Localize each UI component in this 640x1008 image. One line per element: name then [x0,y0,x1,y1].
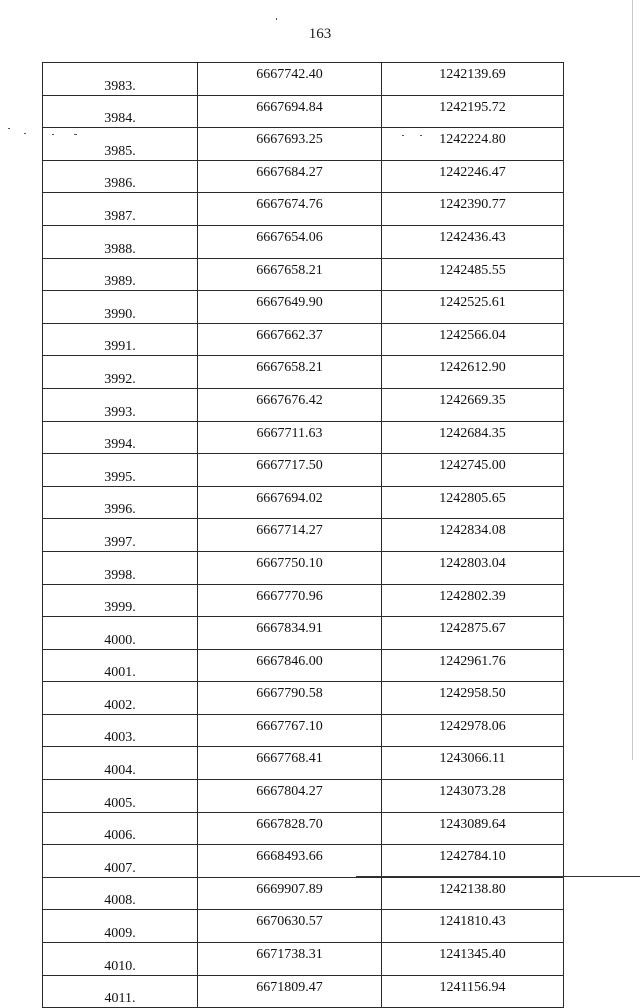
y-coordinate-cell: 1243089.64 [382,812,564,845]
x-coordinate-cell: 6667717.50 [198,454,382,487]
table-row [43,63,564,96]
table-row [43,128,564,161]
point-number-cell: 4006. [43,812,198,845]
y-coordinate-cell: 1242958.50 [382,682,564,715]
point-number-cell: 4007. [43,845,198,878]
table-row [43,682,564,715]
table-row [43,617,564,650]
y-coordinate-cell: 1242138.80 [382,877,564,910]
y-coordinate-cell: 1242961.76 [382,649,564,682]
scan-speck [420,135,422,136]
y-coordinate-cell: 1241345.40 [382,943,564,976]
table-row [43,910,564,943]
x-coordinate-cell: 6667714.27 [198,519,382,552]
x-coordinate-cell: 6671738.31 [198,943,382,976]
y-coordinate-cell: 1243066.11 [382,747,564,780]
x-coordinate-cell: 6667804.27 [198,780,382,813]
x-coordinate-cell: 6667770.96 [198,584,382,617]
point-number-cell: 4008. [43,877,198,910]
coordinates-table [42,62,564,1008]
x-coordinate-cell: 6667767.10 [198,714,382,747]
y-coordinate-cell: 1242684.35 [382,421,564,454]
x-coordinate-cell: 6667654.06 [198,225,382,258]
table-row [43,421,564,454]
table-row [43,584,564,617]
y-coordinate-cell: 1242566.04 [382,323,564,356]
x-coordinate-cell: 6667694.02 [198,486,382,519]
scan-speck [402,135,404,136]
point-number-cell: 4011. [43,975,198,1008]
point-number-cell: 3984. [43,95,198,128]
point-number-cell: 3996. [43,486,198,519]
y-coordinate-cell: 1242485.55 [382,258,564,291]
x-coordinate-cell: 6671809.47 [198,975,382,1008]
table-row [43,943,564,976]
table-row [43,877,564,910]
table-row [43,258,564,291]
x-coordinate-cell: 6667658.21 [198,356,382,389]
x-coordinate-cell: 6667846.00 [198,649,382,682]
y-coordinate-cell: 1242834.08 [382,519,564,552]
y-coordinate-cell: 1242805.65 [382,486,564,519]
point-number-cell: 4000. [43,617,198,650]
y-coordinate-cell: 1242669.35 [382,388,564,421]
table-row [43,95,564,128]
scan-speck [24,133,26,134]
y-coordinate-cell: 1243073.28 [382,780,564,813]
x-coordinate-cell: 6667693.25 [198,128,382,161]
point-number-cell: 3998. [43,551,198,584]
table-row [43,225,564,258]
x-coordinate-cell: 6667768.41 [198,747,382,780]
y-coordinate-cell: 1242803.04 [382,551,564,584]
table-row [43,780,564,813]
y-coordinate-cell: 1241810.43 [382,910,564,943]
point-number-cell: 3988. [43,225,198,258]
point-number-cell: 4002. [43,682,198,715]
table-row [43,486,564,519]
y-coordinate-cell: 1242525.61 [382,291,564,324]
table-row [43,160,564,193]
point-number-cell: 4009. [43,910,198,943]
point-number-cell: 3993. [43,388,198,421]
page-edge-line [632,0,633,760]
point-number-cell: 4004. [43,747,198,780]
table-row [43,356,564,389]
table-row [43,291,564,324]
point-number-cell: 3992. [43,356,198,389]
table-row [43,388,564,421]
x-coordinate-cell: 6667684.27 [198,160,382,193]
point-number-cell: 3985. [43,128,198,161]
point-number-cell: 4005. [43,780,198,813]
point-number-cell: 3997. [43,519,198,552]
y-coordinate-cell: 1242745.00 [382,454,564,487]
x-coordinate-cell: 6667674.76 [198,193,382,226]
scan-speck [52,134,54,135]
scan-speck [74,134,77,135]
y-coordinate-cell: 1241156.94 [382,975,564,1008]
x-coordinate-cell: 6667828.70 [198,812,382,845]
table-row [43,551,564,584]
point-number-cell: 3999. [43,584,198,617]
x-coordinate-cell: 6668493.66 [198,845,382,878]
x-coordinate-cell: 6667662.37 [198,323,382,356]
point-number-cell: 3994. [43,421,198,454]
point-number-cell: 4003. [43,714,198,747]
point-number-cell: 3987. [43,193,198,226]
point-number-cell: 3995. [43,454,198,487]
y-coordinate-cell: 1242436.43 [382,225,564,258]
x-coordinate-cell: 6667750.10 [198,551,382,584]
y-coordinate-cell: 1242195.72 [382,95,564,128]
point-number-cell: 3986. [43,160,198,193]
y-coordinate-cell: 1242875.67 [382,617,564,650]
x-coordinate-cell: 6667658.21 [198,258,382,291]
table-row [43,454,564,487]
point-number-cell: 4001. [43,649,198,682]
scan-speck [276,18,277,20]
y-coordinate-cell: 1242224.80 [382,128,564,161]
y-coordinate-cell: 1242139.69 [382,63,564,96]
x-coordinate-cell: 6669907.89 [198,877,382,910]
table-row [43,649,564,682]
table-row [43,845,564,878]
x-coordinate-cell: 6667742.40 [198,63,382,96]
table-row [43,519,564,552]
point-number-cell: 3989. [43,258,198,291]
table-row [43,714,564,747]
table-row [43,323,564,356]
x-coordinate-cell: 6667834.91 [198,617,382,650]
y-coordinate-cell: 1242802.39 [382,584,564,617]
y-coordinate-cell: 1242246.47 [382,160,564,193]
bottom-scan-line [356,876,640,877]
x-coordinate-cell: 6667711.63 [198,421,382,454]
coordinates-table-body [43,63,564,1008]
x-coordinate-cell: 6670630.57 [198,910,382,943]
y-coordinate-cell: 1242612.90 [382,356,564,389]
point-number-cell: 3983. [43,63,198,96]
y-coordinate-cell: 1242390.77 [382,193,564,226]
scan-speck [8,128,10,129]
table-row [43,747,564,780]
y-coordinate-cell: 1242784.10 [382,845,564,878]
table-row [43,975,564,1008]
x-coordinate-cell: 6667790.58 [198,682,382,715]
point-number-cell: 3991. [43,323,198,356]
point-number-cell: 3990. [43,291,198,324]
table-row [43,193,564,226]
x-coordinate-cell: 6667649.90 [198,291,382,324]
point-number-cell: 4010. [43,943,198,976]
x-coordinate-cell: 6667694.84 [198,95,382,128]
page-number: 163 [308,26,332,42]
table-row [43,812,564,845]
y-coordinate-cell: 1242978.06 [382,714,564,747]
x-coordinate-cell: 6667676.42 [198,388,382,421]
